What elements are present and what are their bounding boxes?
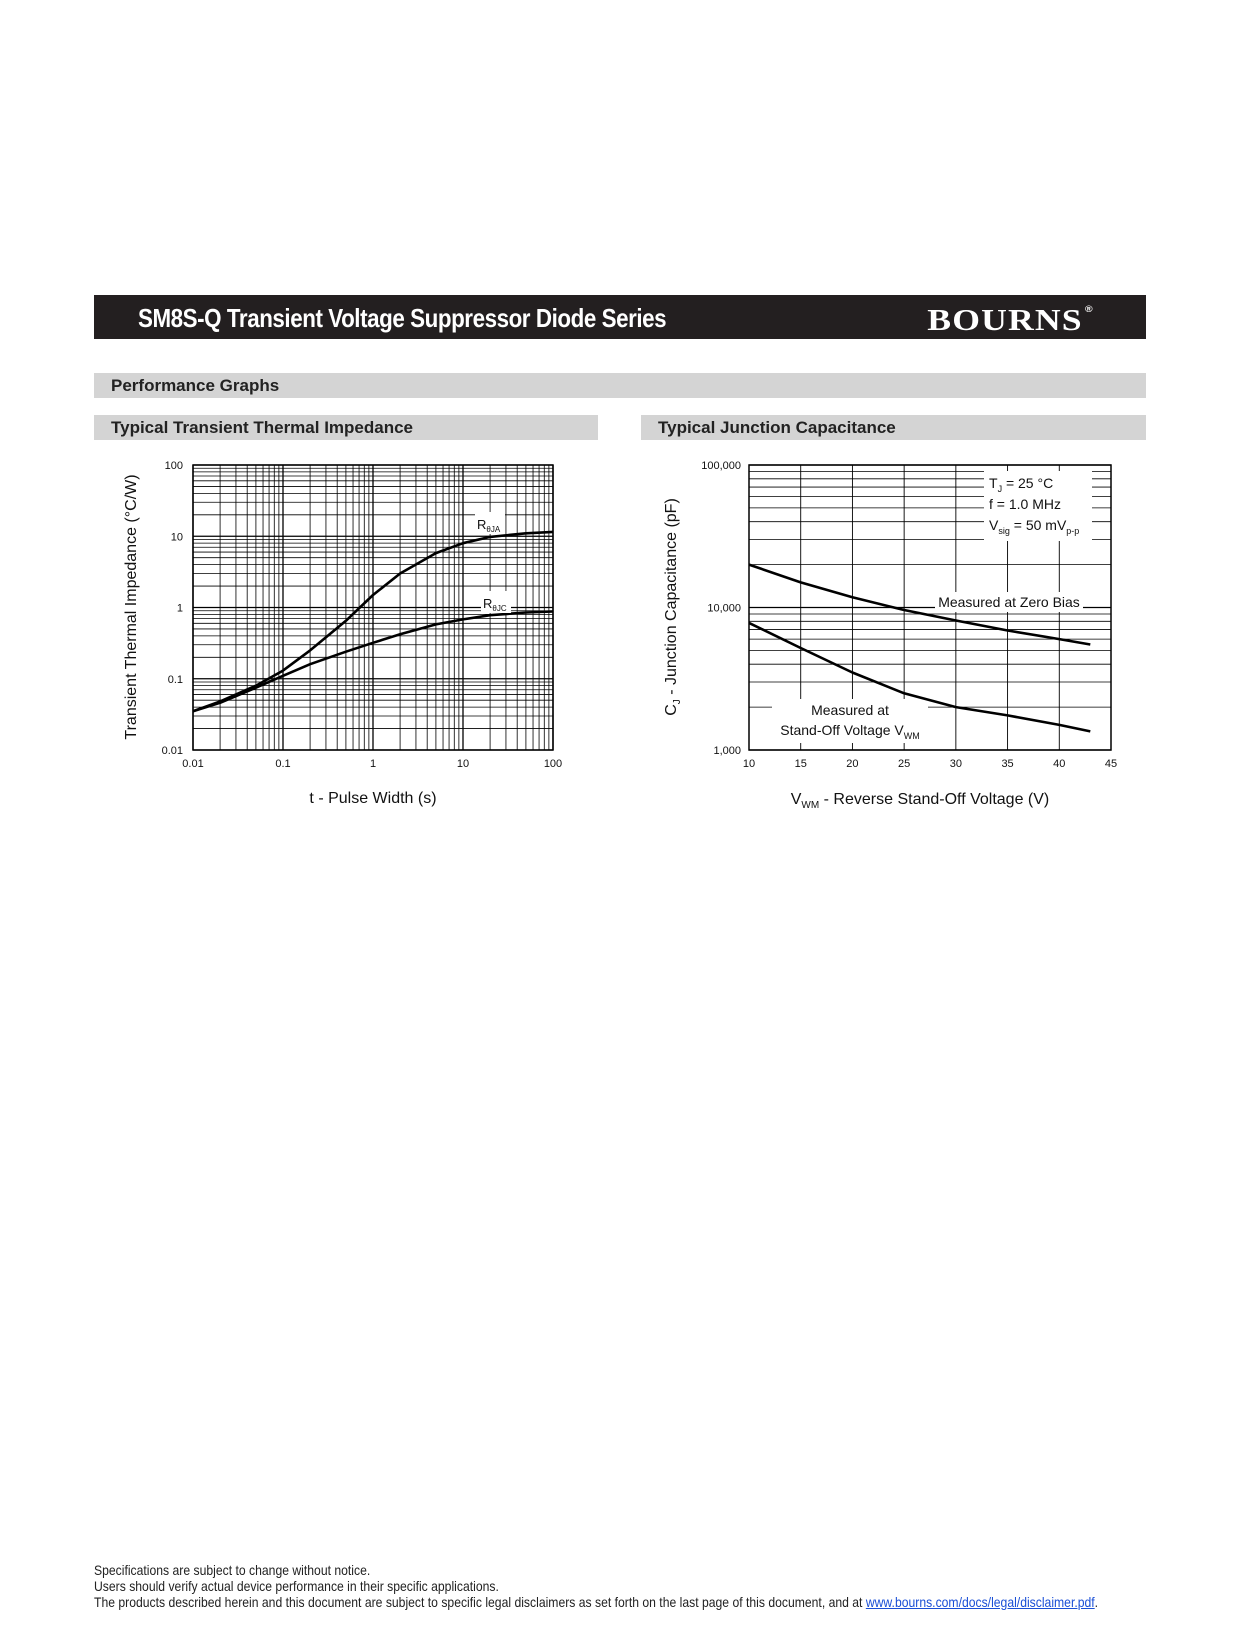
footer-disclaimer-text: The products described herein and this document are subject to specific legal disclaimers as set forth on the last page of this document, and at — [94, 1594, 866, 1610]
subsection-bar-junction-capacitance — [641, 415, 1146, 440]
c2-standoff-label-line2: Stand-Off Voltage $V_{WM}$ — [780, 722, 920, 741]
c1-x-tick-labels — [182, 758, 562, 770]
c2-condition-vsig: $V_{sig} = 50$ $mV_{p-p}$ — [989, 517, 1080, 536]
c1-x-axis-label: t - Pulse Width (s) — [309, 790, 437, 807]
footer-period: . — [1094, 1594, 1099, 1610]
footer — [94, 1562, 1154, 1610]
c2-y-tick-labels — [701, 460, 741, 757]
c2-x-tick-label: 45 — [1104, 758, 1118, 770]
document-title: SM8S-Q Transient Voltage Suppressor Diode Series — [138, 303, 667, 333]
c1-y-tick-label: 100 — [164, 460, 183, 472]
c2-x-tick-label: 10 — [742, 758, 756, 770]
chart-title-thermal-impedance: Typical Transient Thermal Impedance — [111, 418, 414, 437]
c1-x-tick-label: 100 — [543, 758, 563, 770]
footer-line-2: Users should verify actual device performance in their specific applications. — [94, 1578, 499, 1594]
header-bar — [94, 295, 1146, 339]
footer-line-3 — [94, 1594, 1099, 1610]
c2-y-axis-label: $C_J$ - Junction Capacitance (pF) — [663, 498, 683, 716]
c2-x-tick-label: 15 — [794, 758, 807, 770]
footer-line-1: Specifications are subject to change without notice. — [94, 1562, 371, 1578]
c1-x-tick-label: 10 — [456, 758, 470, 770]
subsection-bar-thermal-impedance — [94, 415, 598, 440]
c2-x-tick-label: 40 — [1053, 758, 1066, 770]
disclaimer-link[interactable]: www.bourns.com/docs/legal/disclaimer.pdf — [865, 1594, 1095, 1610]
c1-y-axis-label: Transient Thermal Impedance (°C/W) — [123, 474, 140, 740]
c2-x-tick-label: 35 — [1001, 758, 1014, 770]
c1-y-tick-label: 1 — [176, 602, 183, 615]
junction-capacitance-chart — [650, 455, 1130, 815]
bourns-logo — [927, 302, 1094, 338]
section-bar-performance-graphs — [94, 373, 1146, 398]
c2-x-tick-label: 20 — [846, 758, 859, 770]
c2-condition-tj: $T_J = 25$ °C — [989, 475, 1054, 494]
c2-y-tick-label: 100,000 — [701, 460, 741, 472]
brand-name: BOURNS — [927, 302, 1083, 337]
section-title: Performance Graphs — [111, 376, 280, 395]
c1-x-tick-label: 0.01 — [182, 758, 204, 770]
c1-y-tick-label: 10 — [170, 531, 183, 544]
c2-y-tick-label: 1,000 — [713, 745, 741, 757]
c1-y-tick-label: 0.01 — [161, 745, 183, 757]
c1-series-label-rja: $R_{\theta JA}$ — [477, 517, 501, 534]
c2-x-axis-label: $V_{WM}$ - Reverse Stand-Off Voltage (V) — [790, 791, 1050, 811]
registered-mark: ® — [1085, 304, 1094, 314]
c2-zero-bias-label: Measured at Zero Bias — [938, 594, 1080, 610]
c1-x-tick-label: 0.1 — [275, 758, 291, 770]
c1-y-tick-label: 0.1 — [167, 673, 183, 686]
c2-y-tick-label: 10,000 — [707, 602, 741, 615]
c2-x-tick-label: 25 — [898, 758, 911, 770]
c1-x-tick-label: 1 — [369, 758, 377, 770]
c2-standoff-label-line1: Measured at — [811, 702, 889, 718]
thermal-impedance-chart — [115, 455, 575, 810]
c2-x-tick-label: 30 — [949, 758, 962, 770]
c1-y-tick-labels — [162, 460, 183, 757]
c2-condition-frequency: f = 1.0 MHz — [989, 496, 1061, 512]
chart-title-junction-capacitance: Typical Junction Capacitance — [658, 418, 896, 437]
c2-x-tick-labels — [743, 758, 1117, 770]
c1-series-label-rjc: $R_{\theta JC}$ — [483, 596, 507, 613]
